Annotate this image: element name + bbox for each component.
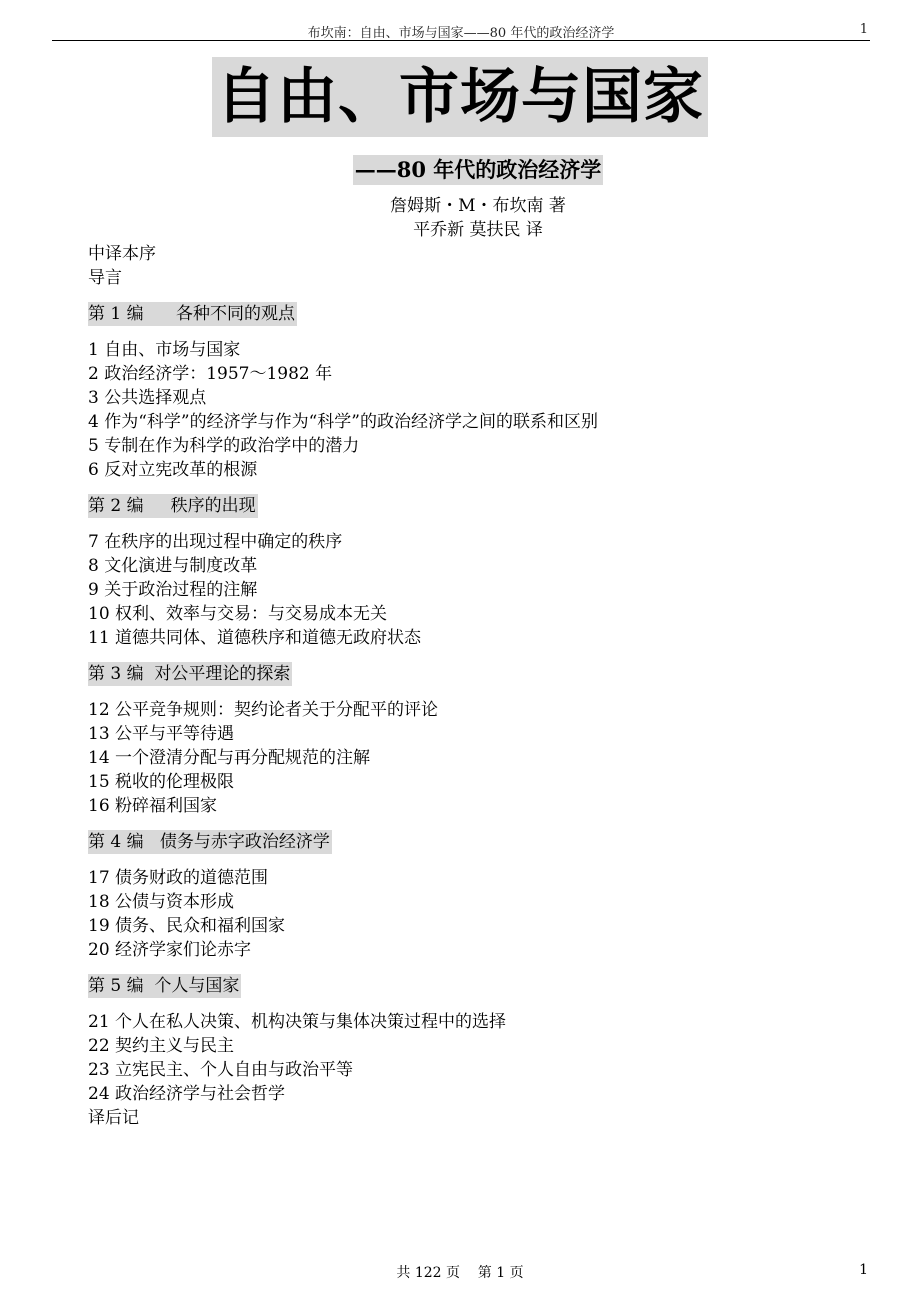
part-2 [88, 482, 868, 650]
chapter-item: 1 自由、市场与国家 [88, 340, 241, 360]
table-of-contents [88, 242, 868, 1130]
chapter-item: 6 反对立宪改革的根源 [88, 460, 258, 480]
footer-page-number: 1 [859, 1262, 868, 1278]
chapter-item: 20 经济学家们论赤字 [88, 940, 252, 960]
author-line: 詹姆斯・M・布坎南 著 [390, 196, 566, 216]
chapter-item: 21 个人在私人决策、机构决策与集体决策过程中的选择 [88, 1012, 507, 1032]
chapter-item: 13 公平与平等待遇 [88, 724, 235, 744]
front-matter-introduction: 导言 [88, 268, 122, 288]
chapter-item: 4 作为“科学”的经济学与作为“科学”的政治经济学之间的联系和区别 [88, 412, 598, 432]
chapter-item: 18 公债与资本形成 [88, 892, 235, 912]
chapter-item: 8 文化演进与制度改革 [88, 556, 258, 576]
header-page-number: 1 [859, 22, 868, 37]
header-title: 布坎南：自由、市场与国家——80 年代的政治经济学 [307, 26, 615, 41]
chapter-item: 15 税收的伦理极限 [88, 772, 235, 792]
part-heading: 第 4 编 债务与赤字政治经济学 [88, 832, 330, 852]
chapter-item: 14 一个澄清分配与再分配规范的注解 [88, 748, 371, 768]
chapter-item: 9 关于政治过程的注解 [88, 580, 258, 600]
chapter-item: 17 债务财政的道德范围 [88, 868, 269, 888]
part-3 [88, 650, 868, 818]
chapter-item: 3 公共选择观点 [88, 388, 207, 408]
part-heading: 第 3 编 对公平理论的探索 [88, 664, 291, 684]
chapter-item: 22 契约主义与民主 [88, 1036, 235, 1056]
front-matter-preface: 中译本序 [88, 244, 156, 264]
chapter-item: 16 粉碎福利国家 [88, 796, 218, 816]
page-header [52, 18, 870, 41]
chapter-item: 5 专制在作为科学的政治学中的潜力 [88, 436, 360, 456]
part-1 [88, 290, 868, 482]
chapter-item: 2 政治经济学：1957～1982 年 [88, 364, 333, 384]
part-heading: 第 1 编 各种不同的观点 [88, 304, 296, 324]
part-5 [88, 962, 868, 1106]
chapter-item: 24 政治经济学与社会哲学 [88, 1084, 286, 1104]
chapter-item: 23 立宪民主、个人自由与政治平等 [88, 1060, 354, 1080]
part-4 [88, 818, 868, 962]
subtitle-container [0, 155, 920, 185]
chapter-item: 19 债务、民众和福利国家 [88, 916, 286, 936]
back-matter-afterword: 译后记 [88, 1108, 139, 1128]
title-container [0, 57, 920, 137]
chapter-item: 12 公平竞争规则：契约论者关于分配平的评论 [88, 700, 439, 720]
chapter-item: 11 道德共同体、道德秩序和道德无政府状态 [88, 628, 422, 648]
translator-line: 平乔新 莫扶民 译 [413, 220, 543, 240]
part-heading: 第 2 编 秩序的出现 [88, 496, 256, 516]
part-heading: 第 5 编 个人与国家 [88, 976, 240, 996]
footer-pages-info: 共 122 页 第 1 页 [396, 1265, 524, 1281]
book-subtitle: ——80 年代的政治经济学 [353, 155, 604, 185]
page-footer [0, 1262, 920, 1282]
chapter-item: 7 在秩序的出现过程中确定的秩序 [88, 532, 343, 552]
book-title: 自由、市场与国家 [212, 57, 708, 137]
chapter-item: 10 权利、效率与交易：与交易成本无关 [88, 604, 388, 624]
